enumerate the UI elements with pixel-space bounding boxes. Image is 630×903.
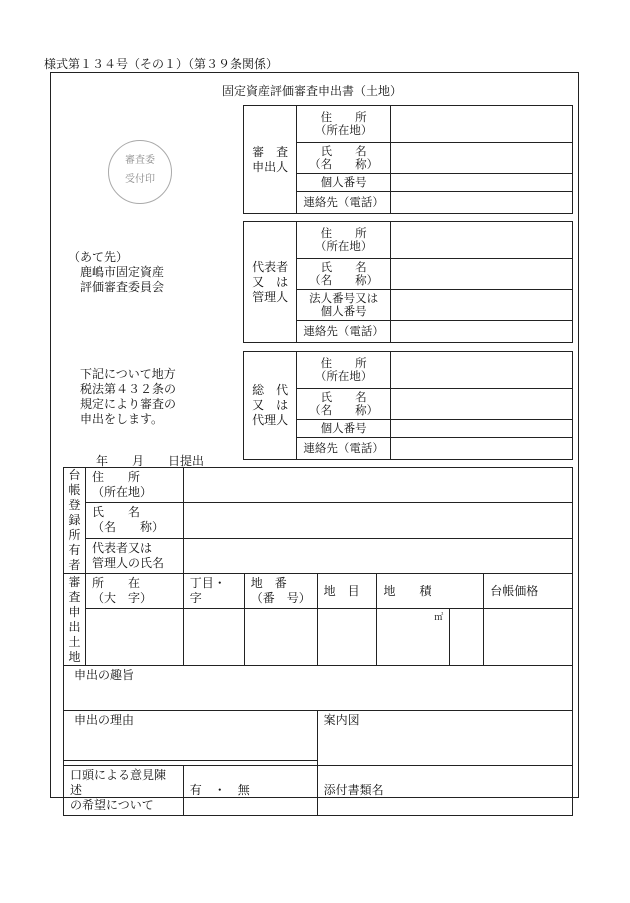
map-box[interactable]	[317, 711, 572, 766]
oral-hearing-label: 口頭による意見陳述 の希望について	[64, 766, 184, 816]
owner-address-field[interactable]	[183, 468, 572, 503]
reception-stamp	[108, 140, 172, 204]
applicant-id-field[interactable]	[390, 174, 572, 192]
col-category: 地 目	[317, 574, 377, 609]
stamp-line1: 審査委	[125, 155, 155, 166]
attachments-label: 添付書類名	[323, 783, 384, 797]
agent-address-label: 住 所 （所在地）	[297, 352, 391, 389]
land-details-table	[63, 467, 573, 816]
statement-line: 税法第４３２条の	[80, 382, 177, 396]
value-field[interactable]	[484, 609, 573, 666]
land-vertical-label: 審 査 申 出 土 地	[64, 574, 86, 666]
agent-phone-field[interactable]	[390, 438, 572, 460]
addressee-line2: 評価審査委員会	[80, 280, 165, 294]
reason-box[interactable]	[64, 711, 318, 761]
area-decimal-field[interactable]	[450, 609, 484, 666]
addressee-prefix: （あて先）	[68, 250, 129, 264]
stamp-line2: 受付印	[125, 174, 155, 185]
applicant-phone-field[interactable]	[390, 192, 572, 214]
statement-line: 下記について地方	[80, 367, 176, 381]
submission-date: 年 月 日提出	[96, 454, 205, 468]
col-area: 地 積	[377, 574, 484, 609]
area-unit: ㎡	[434, 613, 444, 623]
attachments-field[interactable]	[317, 766, 572, 816]
oral-hearing-choice[interactable]: 有 ・ 無	[183, 766, 317, 816]
applicant-id-label: 個人番号	[297, 174, 391, 192]
purpose-label: 申出の趣旨	[74, 668, 135, 682]
owner-rep-label: 代表者又は 管理人の氏名	[85, 538, 183, 573]
chome-field[interactable]	[183, 609, 244, 666]
agent-id-field[interactable]	[390, 420, 572, 438]
owner-rep-field[interactable]	[183, 538, 572, 573]
form-number: 様式第１３４号（その１）（第３９条関係）	[44, 57, 279, 71]
representative-phone-field[interactable]	[390, 321, 572, 343]
representative-name-label: 氏 名 （名 称）	[297, 259, 391, 290]
location-field[interactable]	[85, 609, 183, 666]
owner-name-field[interactable]	[183, 503, 572, 538]
representative-id-field[interactable]	[390, 290, 572, 321]
col-location: 所 在 （大 字）	[85, 574, 183, 609]
agent-name-field[interactable]	[390, 389, 572, 420]
statement	[80, 367, 176, 427]
agent-role: 総 代 又 は 代理人	[244, 352, 297, 460]
representative-box	[243, 221, 573, 343]
statement-line: 規定により審査の	[80, 397, 177, 411]
col-value: 台帳価格	[484, 574, 573, 609]
addressee-line1: 鹿嶋市固定資産	[80, 265, 165, 279]
area-field[interactable]	[377, 609, 450, 666]
agent-address-field[interactable]	[390, 352, 572, 389]
agent-phone-label: 連絡先（電話）	[297, 438, 391, 460]
col-lot: 地 番 （番 号）	[244, 574, 317, 609]
document-title: 固定資産評価審査申出書（土地）	[222, 84, 403, 98]
representative-address-field[interactable]	[390, 222, 572, 259]
applicant-name-label: 氏 名 （名 称）	[297, 143, 391, 174]
category-field[interactable]	[317, 609, 377, 666]
applicant-role: 審 査 申出人	[244, 106, 297, 214]
applicant-address-field[interactable]	[390, 106, 572, 143]
representative-role: 代表者 又 は 管理人	[244, 222, 297, 343]
owner-name-label: 氏 名 （名 称）	[85, 503, 183, 538]
lot-field[interactable]	[244, 609, 317, 666]
representative-id-label: 法人番号又は 個人番号	[297, 290, 391, 321]
col-chome: 丁目・字	[183, 574, 244, 609]
purpose-box[interactable]	[64, 666, 573, 711]
applicant-name-field[interactable]	[390, 143, 572, 174]
representative-phone-label: 連絡先（電話）	[297, 321, 391, 343]
agent-name-label: 氏 名 （名 称）	[297, 389, 391, 420]
applicant-phone-label: 連絡先（電話）	[297, 192, 391, 214]
reason-label: 申出の理由	[74, 713, 135, 727]
applicant-address-label: 住 所 （所在地）	[297, 106, 391, 143]
map-label: 案内図	[323, 713, 360, 727]
statement-line: 申出をします。	[80, 412, 164, 426]
representative-address-label: 住 所 （所在地）	[297, 222, 391, 259]
owner-address-label: 住 所 （所在地）	[85, 468, 183, 503]
representative-name-field[interactable]	[390, 259, 572, 290]
agent-id-label: 個人番号	[297, 420, 391, 438]
applicant-box	[243, 105, 573, 214]
owner-vertical-label: 台 帳 登 録 所 有 者	[64, 468, 86, 574]
agent-box	[243, 351, 573, 460]
addressee	[68, 250, 164, 295]
